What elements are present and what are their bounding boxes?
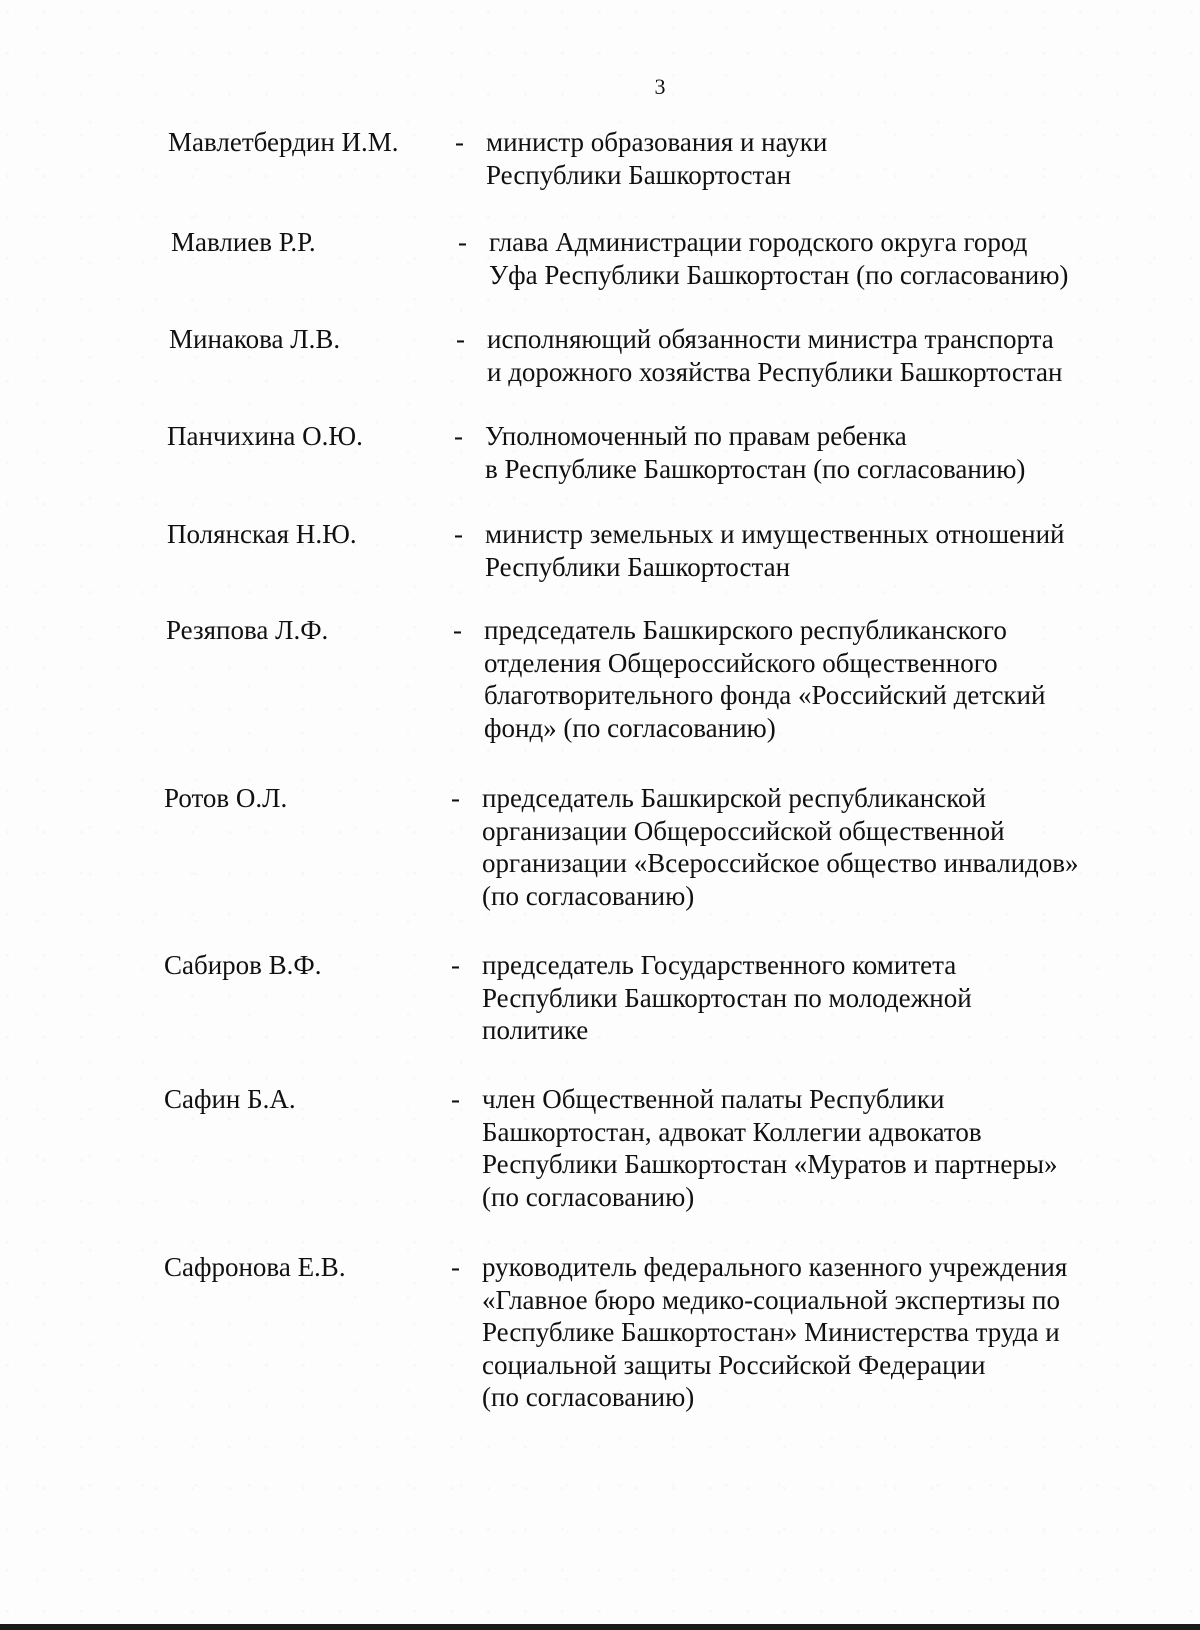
person-name: Резяпова Л.Ф. xyxy=(166,615,329,645)
dash-separator: - xyxy=(451,783,460,813)
dash-separator: - xyxy=(455,127,464,157)
person-name: Сафин Б.А. xyxy=(164,1084,296,1114)
person-name: Сабиров В.Ф. xyxy=(164,950,322,980)
dash-separator: - xyxy=(454,421,463,451)
description-line: Республики Башкортостан xyxy=(485,551,791,582)
description-line: «Главное бюро медико-социальной экспертизы по xyxy=(482,1284,1060,1315)
dash-separator: - xyxy=(454,519,463,549)
description-line: министр земельных и имущественных отношений xyxy=(485,519,1065,549)
description-line: (по согласованию) xyxy=(482,1181,695,1212)
position-description xyxy=(482,1251,1162,1414)
description-line: председатель Государственного комитета xyxy=(482,950,957,980)
person-name: Панчихина О.Ю. xyxy=(167,421,363,451)
description-line: организации Общероссийской общественной xyxy=(482,815,1005,846)
position-description xyxy=(485,518,1165,583)
description-line: исполняющий обязанности министра транспорта xyxy=(487,324,1054,354)
description-line: (по согласованию) xyxy=(482,1382,695,1412)
person-name: Минакова Л.В. xyxy=(169,324,341,354)
position-description xyxy=(486,126,1166,191)
description-line: социальной защиты Российской Федерации xyxy=(482,1349,986,1380)
person-name: Мавлетбердин И.М. xyxy=(168,127,399,157)
person-name: Полянская Н.Ю. xyxy=(167,519,357,549)
description-line: председатель Башкирского республиканского xyxy=(484,615,1007,645)
position-description xyxy=(487,323,1167,388)
description-line: Республике Башкортостан» Министерства труда и xyxy=(482,1317,1060,1347)
description-line: политике xyxy=(482,1015,589,1045)
description-line: Республики Башкортостан xyxy=(486,159,792,190)
position-description xyxy=(484,614,1164,744)
description-line: и дорожного хозяйства Республики Башкортостан xyxy=(487,356,1063,387)
description-line: член Общественной палаты Республики xyxy=(482,1084,945,1114)
description-line: Уфа Республики Башкортостан (по согласованию) xyxy=(489,259,1069,290)
person-name: Мавлиев Р.Р. xyxy=(171,227,316,257)
description-line: министр образования и науки xyxy=(486,127,828,157)
description-line: Башкортостан, адвокат Коллегии адвокатов xyxy=(482,1116,982,1147)
description-line: организации «Всероссийское общество инвалидов» xyxy=(482,848,1079,878)
dash-separator: - xyxy=(458,227,467,257)
person-name: Ротов О.Л. xyxy=(164,783,288,813)
description-line: глава Администрации городского округа город xyxy=(489,227,1028,257)
position-description xyxy=(482,949,1162,1047)
description-line: руководитель федерального казенного учреждения xyxy=(482,1252,1068,1282)
description-line: благотворительного фонда «Российский детский xyxy=(484,680,1046,710)
dash-separator: - xyxy=(451,1084,460,1114)
description-line: (по согласованию) xyxy=(482,880,695,911)
dash-separator: - xyxy=(456,324,465,354)
description-line: Уполномоченный по правам ребенка xyxy=(485,421,907,451)
person-name: Сафронова Е.В. xyxy=(164,1252,346,1282)
position-description xyxy=(482,1083,1162,1213)
position-description xyxy=(489,226,1169,291)
position-description xyxy=(485,420,1165,485)
scan-edge-bar xyxy=(0,1624,1200,1630)
description-line: председатель Башкирской республиканской xyxy=(482,783,986,813)
dash-separator: - xyxy=(453,615,462,645)
dash-separator: - xyxy=(451,950,460,980)
description-line: в Республике Башкортостан (по согласованию) xyxy=(485,453,1026,484)
description-line: фонд» (по согласованию) xyxy=(484,712,776,743)
description-line: Республики Башкортостан по молодежной xyxy=(482,982,972,1013)
position-description xyxy=(482,782,1162,912)
page-number: 3 xyxy=(654,74,666,99)
dash-separator: - xyxy=(451,1252,460,1282)
description-line: Республики Башкортостан «Муратов и партнеры» xyxy=(482,1149,1058,1179)
description-line: отделения Общероссийского общественного xyxy=(484,647,998,678)
